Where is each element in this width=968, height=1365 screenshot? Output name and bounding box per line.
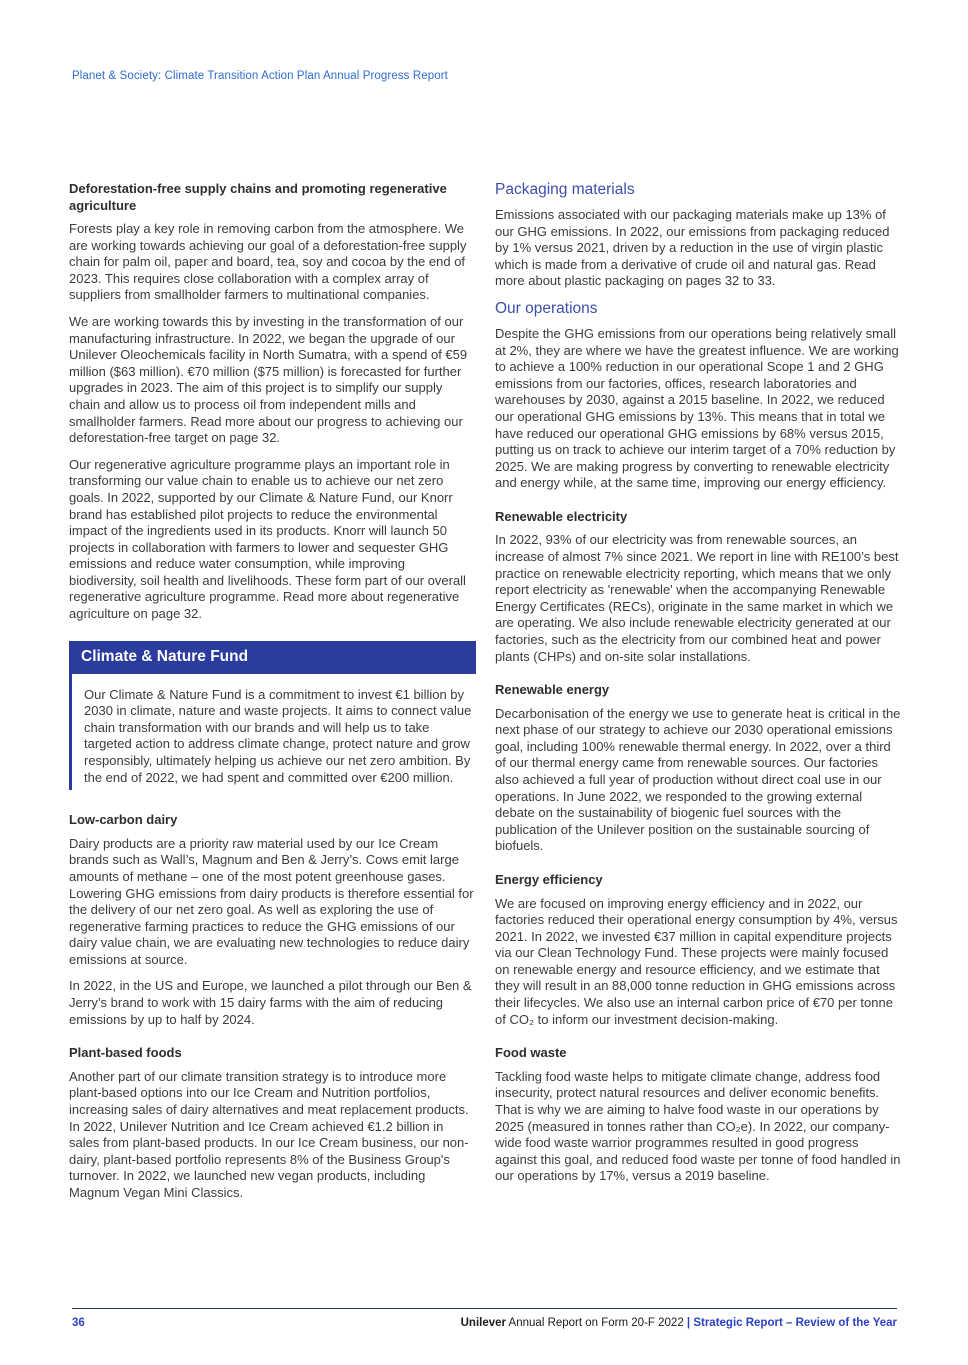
paragraph-plant-based: Another part of our climate transition strategy is to introduce more plant-based options into our Ice Cream and Nutrition portfolios, increasing sales of dairy alternatives and meat replacement products. In 2022, Unilever Nutrition and Ice Cream achieved €1.2 billion in sales from plant-based products. In our Ice Cream business, our non-dairy, plant-based portfolio represents 8% of the Business Group's turnover. In 2022, we launched new vegan products, including Magnum Vegan Mini Classics. <box>69 1068 469 1200</box>
footer-divider: | <box>686 1317 694 1329</box>
two-column-layout <box>69 181 902 1212</box>
footer-report-title <box>461 1317 897 1329</box>
footer-section-link: Strategic Report – Review of the Year <box>693 1317 897 1329</box>
paragraph-operations: Despite the GHG emissions from our operations being relatively small at 2%, they are where we have the greatest influence. We are working to achieve a 100% reduction in our operational Scope 1 and 2 GHG emissions from our factories, offices, research laboratories and warehouses by 2030, against a 2015 baseline. In 2022, we reduced our operational GHG emissions by 13%. This means that in total we have reduced our operational GHG emissions by 68% versus 2015, putting us on track to achieve our interim target of a 70% reduction by 2025. We are making progress by converting to renewable electricity and energy while, at the same time, improving our energy efficiency. <box>495 325 899 491</box>
heading-renewable-energy: Renewable energy <box>495 682 610 698</box>
paragraph-food-waste: Tackling food waste helps to mitigate climate change, address food insecurity, protect natural resources and deliver economic benefits. That is why we are aiming to halve food waste in our operations by 2025 (measured in tonnes rather than CO₂e). In 2022, our company-wide food waste warrior programmes resulted in good progress against this goal, and reduced food waste per tonne of food handled in our operations by 17%, versus a 2019 baseline. <box>495 1068 901 1184</box>
paragraph-deforestation-3: Our regenerative agriculture programme plays an important role in transforming our value chain to enable us to achieve our net zero goals. In 2022, supported by our Climate & Nature Fund, our Knorr brand has established pilot projects to reduce the environmental impact of the ingredients used in its products. Knorr will launch 50 projects in collaboration with farmers to lower and sequester GHG emissions and reduce water consumption, while improving biodiversity, soil health and livelihoods. These form part of our overall regenerative agriculture programme. Read more about regenerative agriculture on page 32. <box>69 456 466 622</box>
climate-nature-fund-callout <box>69 641 476 791</box>
paragraph-deforestation-1: Forests play a key role in removing carbon from the atmosphere. We are working towards achieving our goal of a deforestation-free supply chain for palm oil, paper and board, tea, soy and cocoa by the end of 2023. This requires close collaboration with a complex array of suppliers from smallholder farmers to multinational companies. <box>69 221 467 303</box>
callout-body <box>69 674 476 791</box>
report-section-breadcrumb: Planet & Society: Climate Transition Action Plan Annual Progress Report <box>72 70 448 82</box>
paragraph-fund: Our Climate & Nature Fund is a commitment to invest €1 billion by 2030 in climate, nature and waste projects. It aims to connect value chain transformation with our brands and will help us to take targeted action to address climate change, protect nature and grow responsibly, ultimately helping us achieve our net zero ambition. By the end of 2022, we had spent and committed over €200 million. <box>84 686 472 785</box>
heading-deforestation: Deforestation-free supply chains and promoting regenerative agriculture <box>69 181 447 213</box>
page-number: 36 <box>72 1317 85 1329</box>
paragraph-dairy-1: Dairy products are a priority raw material used by our Ice Cream brands such as Wall’s, Magnum and Ben & Jerry’s. Cows emit large amounts of methane – one of the most potent greenhouse gases. Lowering GHG emissions from dairy products is therefore essential for the delivery of our net zero goal. As well as exploring the use of regenerative farming practices to reduce the GHG emissions of our dairy value chain, we are evaluating new technologies to reduce dairy emissions at source. <box>69 835 474 967</box>
heading-our-operations: Our operations <box>495 299 598 317</box>
heading-plant-based-foods: Plant-based foods <box>69 1045 182 1061</box>
footer-report-name: Annual Report on Form 20-F 2022 <box>506 1317 687 1329</box>
paragraph-renewable-energy: Decarbonisation of the energy we use to generate heat is critical in the next phase of our strategy to achieve our 2030 operational emissions goal, including 100% renewable thermal energy. In 2022, over a third of our thermal energy came from renewable sources. Our factories also achieved a full year of production without direct coal use in our operations. In June 2022, we responded to the growing external debate on the sustainability of biogenic fuel sources with the publication of the Unilever position on the sustainable sourcing of biofuels. <box>495 705 901 854</box>
right-column <box>495 181 902 1212</box>
page-footer <box>72 1308 897 1329</box>
paragraph-renewable-electricity: In 2022, 93% of our electricity was from renewable sources, an increase of almost 7% since 2021. We report in line with RE100’s best practice on renewable electricity reporting, which means that we only report electricity as 'renewable' when the accompanying Renewable Energy Certificates (RECs), originate in the same market in which we are operating. We also include renewable electricity generated at our factories, such as the electricity from our combined heat and power plants (CHPs) and on-site solar installations. <box>495 532 899 664</box>
heading-renewable-electricity: Renewable electricity <box>495 508 628 524</box>
left-column <box>69 181 476 1212</box>
paragraph-dairy-2: In 2022, in the US and Europe, we launched a pilot through our Ben & Jerry’s brand to work with 15 dairy farms with the aim of reducing emissions by up to half by 2024. <box>69 978 472 1027</box>
paragraph-deforestation-2: We are working towards this by investing in the transformation of our manufacturing infrastructure. In 2022, we began the upgrade of our Unilever Oleochemicals facility in North Sumatra, with a spend of €59 million ($63 million). €70 million ($75 million) is forecasted for further upgrades in 2023. The aim of this project is to simplify our supply chain and allow us to process oil from independent mills and smallholder farmers. Read more about our progress to achieving our deforestation-free target on page 32. <box>69 313 468 446</box>
paragraph-packaging: Emissions associated with our packaging materials make up 13% of our GHG emissions. In 2022, our emissions from packaging reduced by 1% versus 2021, driven by a reduction in the use of virgin plastic which is made from a derivative of crude oil and natural gas. Read more about plastic packaging on pages 32 to 33. <box>495 207 890 289</box>
footer-brand: Unilever <box>460 1317 506 1329</box>
heading-food-waste: Food waste <box>495 1045 567 1061</box>
callout-title: Climate & Nature Fund <box>69 641 476 674</box>
heading-low-carbon-dairy: Low-carbon dairy <box>69 812 178 828</box>
heading-packaging-materials: Packaging materials <box>495 181 635 198</box>
heading-energy-efficiency: Energy efficiency <box>495 872 603 887</box>
paragraph-energy-efficiency: We are focused on improving energy efficiency and in 2022, our factories reduced their operational energy consumption by 4%, versus 2021. In 2022, we invested €37 million in capital expenditure projects via our Clean Technology Fund. These projects were mainly focused on renewable energy and resource efficiency, and we estimate that they will result in an 88,000 tonne reduction in GHG emissions across their lifecycles. We also use an internal carbon price of €70 per tonne of CO₂ to inform our investment decision-making. <box>495 895 898 1027</box>
